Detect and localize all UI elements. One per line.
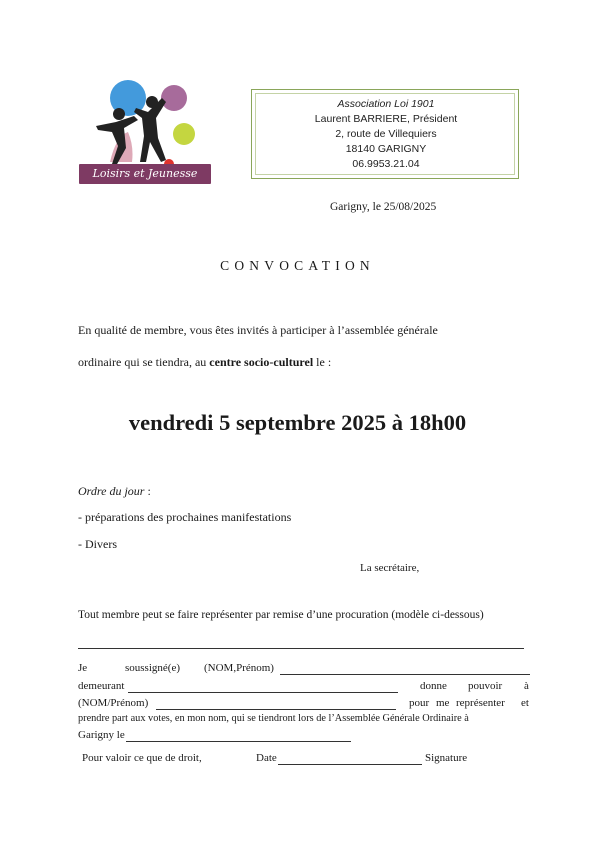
proxy-date-label: Date (256, 752, 277, 764)
logo-lime-circle (173, 123, 195, 145)
signatory-label: La secrétaire, (360, 562, 420, 574)
proxy-et: et (521, 697, 529, 709)
place-date: Garigny, le 25/08/2025 (330, 201, 437, 213)
agenda-item: - Divers (78, 537, 117, 551)
proxy-intro: Tout membre peut se faire représenter par remise d’une procuration (modèle ci-dessous) (78, 609, 484, 621)
intro-line-2 (78, 355, 331, 370)
proxy-je: Je (78, 662, 88, 674)
association-address-box (251, 89, 519, 179)
intro-line-2-end: le : (313, 355, 332, 369)
proxy-signature-label: Signature (425, 752, 468, 764)
name-blank-line[interactable] (280, 674, 530, 675)
association-street: 2, route de Villequiers (335, 128, 437, 140)
proxy-soussigne: soussigné(e) (125, 662, 180, 674)
logo-left-figure-head (113, 108, 125, 120)
proxy-donne: donne (420, 680, 447, 692)
representative-blank-line[interactable] (156, 709, 396, 710)
proxy-representer: représenter (456, 697, 505, 709)
association-type: Association Loi 1901 (337, 98, 435, 110)
association-president: Laurent BARRIERE, Président (314, 113, 458, 125)
agenda-heading-text: Ordre du jour (78, 484, 145, 498)
association-city: 18140 GARIGNY (345, 143, 427, 155)
logo-caption: Loisirs et Jeunesse (79, 164, 211, 184)
proxy-pour: pour (409, 697, 430, 709)
intro-venue: centre socio-culturel (209, 355, 314, 369)
proxy-nom-prenom-label: (NOM,Prénom) (204, 662, 274, 674)
proxy-a: à (524, 680, 529, 692)
proxy-pouvoir: pouvoir (468, 680, 503, 692)
intro-line-1: En qualité de membre, vous êtes invités à participer à l’assemblée générale (78, 323, 438, 337)
proxy-garigny-le: Garigny le (78, 729, 125, 741)
agenda-heading (78, 484, 151, 499)
logo-purple-circle (161, 85, 187, 111)
proxy-nom-prenom-2-label: (NOM/Prénom) (78, 697, 149, 709)
association-phone: 06.9953.21.04 (352, 158, 420, 170)
agenda-heading-colon: : (144, 484, 151, 498)
date-blank-line[interactable] (126, 741, 351, 742)
agenda-item: - préparations des prochaines manifestations (78, 510, 292, 524)
proxy-pour-valoir: Pour valoir ce que de droit, (82, 752, 202, 764)
signature-date-blank-line[interactable] (278, 764, 422, 765)
proxy-me: me (436, 697, 450, 709)
intro-line-2-start: ordinaire qui se tiendra, au (78, 355, 210, 369)
proxy-prendre-part: prendre part aux votes, en mon nom, qui se tiendront lors de l’Assemblée Générale Ordinaire à (78, 713, 469, 724)
separator-line (78, 648, 524, 649)
address-blank-line[interactable] (128, 692, 398, 693)
meeting-datetime: vendredi 5 septembre 2025 à 18h00 (128, 410, 467, 435)
proxy-demeurant: demeurant (78, 680, 125, 692)
document-title: CONVOCATION (220, 258, 375, 273)
